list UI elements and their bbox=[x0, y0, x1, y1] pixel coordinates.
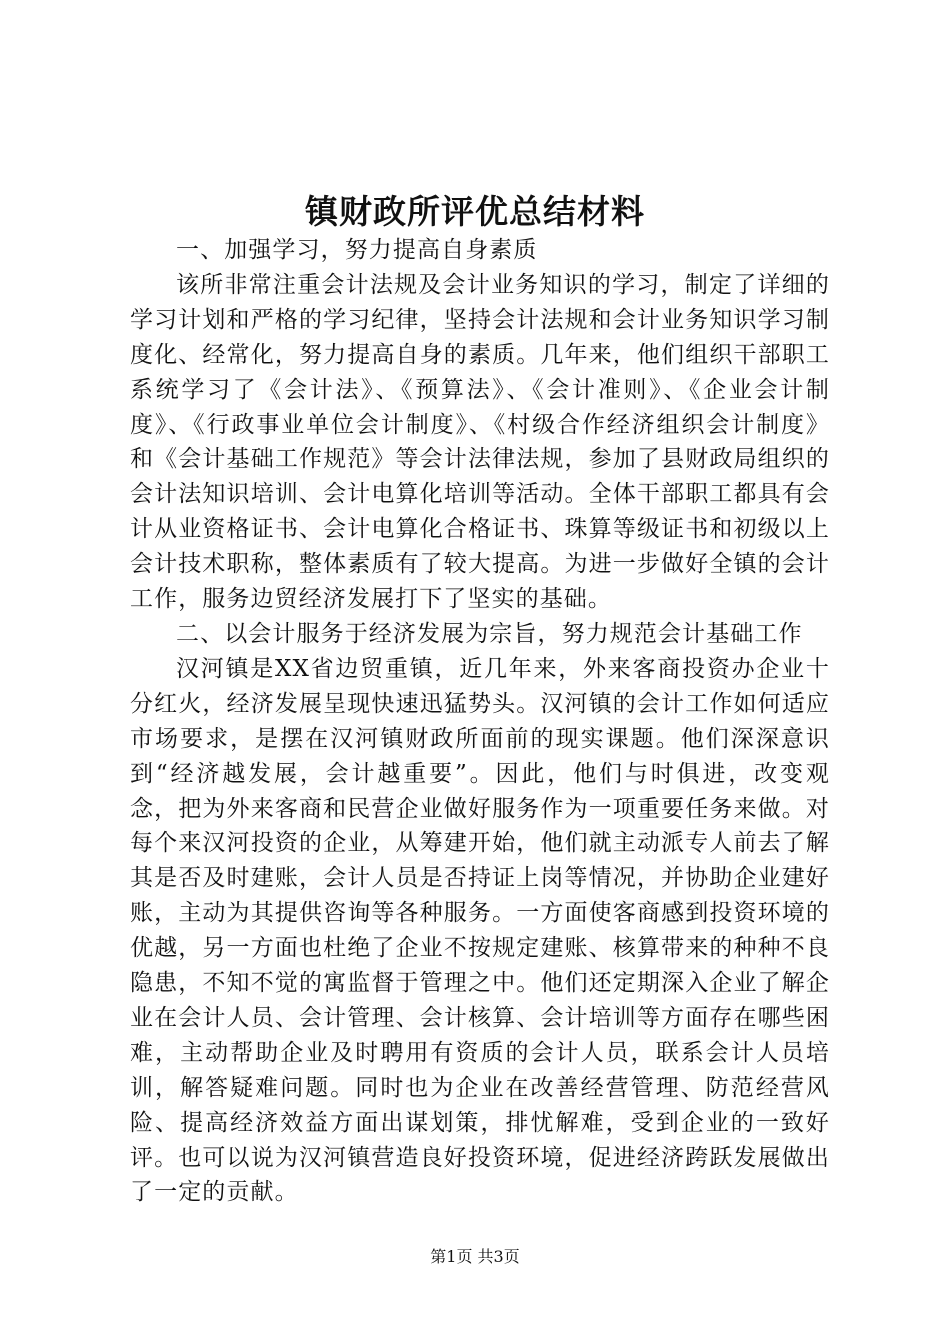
page-footer: 第1页 共3页 bbox=[430, 1247, 520, 1266]
section-1-paragraph: 该所非常注重会计法规及会计业务知识的学习，制定了详细的学习计划和严格的学习纪律，坚持会计法规和会计业务知识学习制度化、经常化，努力提高自身的素质。几年来，他们组织干部职工系统学习了《会计法》、《预算法》、《会计准则》、《企业会计制度》、《行政事业单位会计制度》、《村级合作经济组织会计制度》和《会计基础工作规范》等会计法律法规，参加了县财政局组织的会计法知识培训、会计电算化培训等活动。全体干部职工都具有会计从业资格证书、会计电算化合格证书、珠算等级证书和初级以上会计技术职称，整体素质有了较大提高。为进一步做好全镇的会计工作，服务边贸经济发展打下了坚实的基础。 bbox=[130, 271, 830, 613]
section-1-heading: 一、加强学习，努力提高自身素质 bbox=[176, 237, 538, 263]
document-body bbox=[130, 233, 830, 1210]
section-2-paragraph: 汉河镇是XX省边贸重镇，近几年来，外来客商投资办企业十分红火，经济发展呈现快速迅猛势头。汉河镇的会计工作如何适应市场要求，是摆在汉河镇财政所面前的现实课题。他们深深意识到“经济越发展，会计越重要”。因此，他们与时俱进，改变观念，把为外来客商和民营企业做好服务作为一项重要任务来做。对每个来汉河投资的企业，从筹建开始，他们就主动派专人前去了解其是否及时建账，会计人员是否持证上岗等情况，并协助企业建好账，主动为其提供咨询等各种服务。一方面使客商感到投资环境的优越，另一方面也杜绝了企业不按规定建账、核算带来的种种不良隐患，不知不觉的寓监督于管理之中。他们还定期深入企业了解企业在会计人员、会计管理、会计核算、会计培训等方面存在哪些困难，主动帮助企业及时聘用有资质的会计人员，联系会计人员培训，解答疑难问题。同时也为企业在改善经营管理、防范经营风险、提高经济效益方面出谋划策，排忧解难，受到企业的一致好评。也可以说为汉河镇营造良好投资环境，促进经济跨跃发展做出了一定的贡献。 bbox=[130, 655, 830, 1206]
section-2-heading: 二、以会计服务于经济发展为宗旨，努力规范会计基础工作 bbox=[176, 620, 803, 647]
document-title: 镇财政所评优总结材料 bbox=[305, 192, 645, 231]
